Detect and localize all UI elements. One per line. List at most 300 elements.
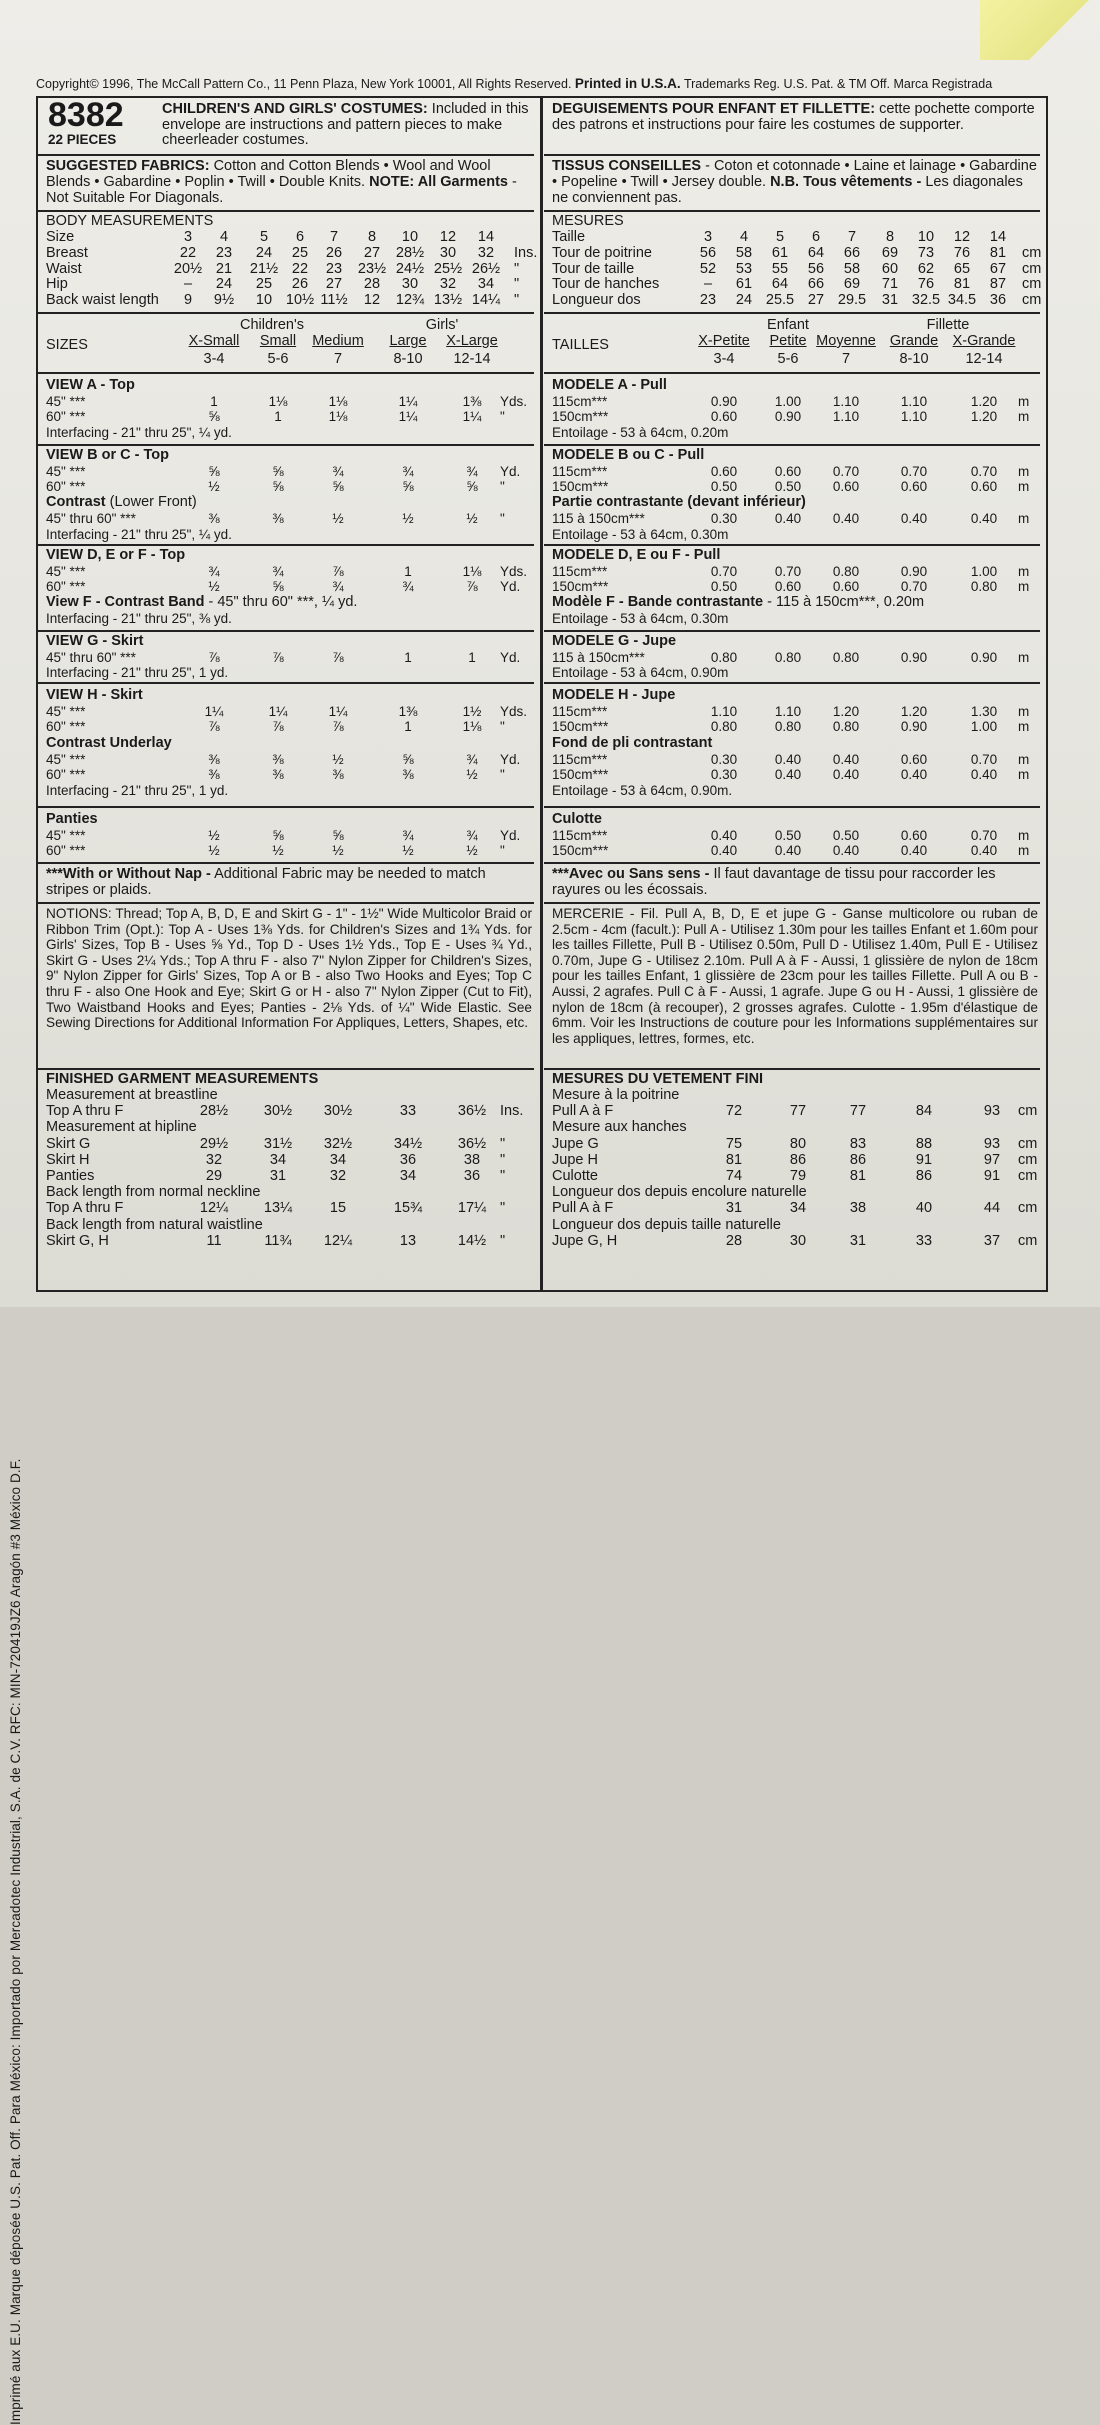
size-number: 5-6 bbox=[777, 351, 799, 367]
body-value: 32 bbox=[439, 276, 457, 293]
finished-value: 15 bbox=[329, 1200, 347, 1217]
view-h-int: Entoilage - 53 à 64cm, 0.90m. bbox=[552, 783, 733, 798]
body-value: 26 bbox=[325, 244, 343, 261]
body-value: 9 bbox=[183, 292, 193, 309]
size-name: Medium bbox=[312, 333, 364, 349]
sizes-label: TAILLES bbox=[552, 337, 609, 353]
yardage-value: 0.40 bbox=[710, 828, 738, 843]
section-divider bbox=[544, 372, 1040, 374]
yardage-value: 0.70 bbox=[970, 828, 998, 843]
contrast-lower bbox=[46, 495, 197, 511]
contrast-underlay: Fond de pli contrastant bbox=[552, 735, 713, 751]
unit-label: m bbox=[1018, 579, 1030, 594]
body-row-label: Tour de hanches bbox=[552, 276, 660, 293]
finished-value: 93 bbox=[983, 1103, 1001, 1120]
unit-label: cm bbox=[1018, 1135, 1038, 1152]
yardage-value: 0.90 bbox=[900, 650, 928, 665]
body-value: 23½ bbox=[357, 260, 387, 277]
yardage-value: 0.90 bbox=[970, 650, 998, 665]
size-number: 3-4 bbox=[203, 351, 225, 367]
finished-value: 11 bbox=[206, 1232, 222, 1249]
yardage-value: 0.40 bbox=[774, 511, 802, 526]
body-value: 14 bbox=[989, 229, 1007, 245]
contrast-underlay-rows-label: 150cm*** bbox=[552, 767, 609, 782]
yardage-value: 0.40 bbox=[832, 843, 860, 858]
finished-value: 77 bbox=[849, 1103, 867, 1120]
side-legal-text: Imprimé aux E.U. Marque déposée U.S. Pat. Off. Para México: Importado por Mercadotec Industrial, S.A. de C.V. RFC: MIN-720419JZ6 Aragón #3 México D.F. bbox=[8, 1458, 23, 2425]
yardage-value: 1.20 bbox=[900, 704, 928, 719]
finished-value: 17¼ bbox=[457, 1200, 487, 1217]
yardage-value: 0.80 bbox=[710, 650, 738, 665]
yardage-value: 1.30 bbox=[970, 704, 998, 719]
yardage-value: 0.90 bbox=[900, 719, 928, 734]
yardage-value: ⅞ bbox=[208, 650, 220, 665]
view-a-rows-label: 150cm*** bbox=[552, 409, 609, 424]
size-group-label: Fillette bbox=[926, 317, 970, 333]
view-g: VIEW G - Skirt bbox=[46, 633, 144, 649]
finished-value: 13 bbox=[399, 1232, 417, 1249]
unit-label: Yd. bbox=[500, 464, 521, 479]
band-label: View F - Contrast Band bbox=[46, 594, 205, 610]
finished-value: 93 bbox=[983, 1135, 1001, 1152]
finished-value: 31 bbox=[849, 1232, 867, 1249]
yardage-value: ½ bbox=[208, 479, 220, 494]
body-value: 10½ bbox=[285, 292, 315, 309]
view-def-int: Entoilage - 53 à 64cm, 0.30m bbox=[552, 611, 729, 626]
body-measurements-title: MESURES bbox=[552, 213, 624, 229]
yardage-value: 1.20 bbox=[970, 394, 998, 409]
finished-row-label: Longueur dos depuis encolure naturelle bbox=[552, 1184, 807, 1201]
body-value: 81 bbox=[953, 276, 971, 293]
unit-label: m bbox=[1018, 511, 1030, 526]
body-value: 6 bbox=[295, 229, 305, 245]
pattern-title bbox=[552, 102, 1038, 133]
yardage-value: 1 bbox=[404, 650, 412, 665]
body-value: 13½ bbox=[433, 292, 463, 309]
finished-value: 91 bbox=[915, 1151, 933, 1168]
band-text: - 115 à 150cm***, 0.20m bbox=[767, 594, 925, 610]
yardage-value: ½ bbox=[208, 579, 220, 594]
size-group-label: Children's bbox=[239, 317, 305, 333]
contrast-underlay-rows-label: 45" *** bbox=[46, 752, 86, 767]
notions-text: MERCERIE - Fil. Pull A, B, D, E et jupe G - Ganse multicolore ou ruban de 2.5cm - 4cm (facult.): Pull A - Utilisez 1.30m pour les tailles Enfant et 1.60m pour les tailles Fillette, Pull B - Utilisez 0.50m, Pull D - Utilisez 1.40m, Pull E - Utilisez 0.70m, Jupe G - Utilisez 2.10m. Pull A à F - Aussi, 1 glissière de nylon de 18cm pour les tailles Enfant, 1 glissière de 23cm pour les tailles Fillette. Pull A ou B - Aussi, 2 agrafes. Pull C à F - Aussi, 1 agrafe. Jupe G ou H - Aussi, 1 glissière de nylon de 18cm (à recouper), 2 grosses agrafes. Culotte - 1.95m d'élastique de 6mm. Voir les Instructions de couture pour les Informations supplémentaires sur les appliques, lettres, formes, etc. bbox=[552, 906, 1038, 1046]
yardage-value: 0.70 bbox=[970, 464, 998, 479]
section-divider bbox=[544, 544, 1040, 546]
body-row-label: Hip bbox=[46, 276, 68, 293]
unit-label: " bbox=[500, 767, 505, 782]
yardage-value: ½ bbox=[466, 511, 478, 526]
body-value: 81 bbox=[989, 244, 1007, 261]
body-value: 25 bbox=[255, 276, 273, 293]
finished-value: 72 bbox=[725, 1103, 743, 1120]
finished-row-label: Pull A à F bbox=[552, 1200, 614, 1217]
yardage-value: 0.60 bbox=[832, 579, 860, 594]
unit-label: m bbox=[1018, 752, 1030, 767]
finished-value: 34 bbox=[329, 1151, 347, 1168]
body-value: 61 bbox=[771, 244, 789, 261]
yardage-value: ⅜ bbox=[332, 767, 344, 782]
fabrics-label: TISSUS CONSEILLES bbox=[552, 158, 702, 174]
body-value: 73 bbox=[917, 244, 935, 261]
body-value: 28 bbox=[363, 276, 381, 293]
unit-label: cm bbox=[1018, 1168, 1038, 1184]
view-a-rows-label: 45" *** bbox=[46, 394, 86, 409]
pattern-title bbox=[162, 102, 530, 149]
yardage-value: ¾ bbox=[332, 579, 344, 594]
body-row-label: Waist bbox=[46, 260, 82, 277]
finished-row-label: Jupe G, H bbox=[552, 1232, 618, 1249]
body-value: 4 bbox=[739, 229, 749, 245]
yardage-value: 0.80 bbox=[774, 650, 802, 665]
view-bc-rows-label: 150cm*** bbox=[552, 479, 609, 494]
contrast-lower-rows-label: 115 à 150cm*** bbox=[552, 511, 645, 526]
yardage-value: 1⅜ bbox=[398, 704, 418, 719]
suggested-fabrics bbox=[46, 158, 532, 206]
finished-value: 86 bbox=[789, 1151, 807, 1168]
finished-row-label: Measurement at breastline bbox=[46, 1087, 218, 1103]
view-a-int: Interfacing - 21" thru 25", ¼ yd. bbox=[46, 425, 232, 440]
view-bc-int: Interfacing - 21" thru 25", ¼ yd. bbox=[46, 527, 232, 542]
body-value: 23 bbox=[215, 244, 233, 261]
yardage-value: 0.40 bbox=[900, 843, 928, 858]
unit-label: cm bbox=[1018, 1232, 1038, 1249]
body-value: 62 bbox=[917, 260, 935, 277]
finished-value: 36½ bbox=[457, 1135, 487, 1152]
yardage-value: 1¼ bbox=[268, 704, 288, 719]
unit-label: Yds. bbox=[500, 394, 528, 409]
body-value: 24 bbox=[255, 244, 273, 261]
size-number: 3-4 bbox=[713, 351, 735, 367]
size-name: Moyenne bbox=[816, 333, 876, 349]
yardage-value: 0.60 bbox=[774, 579, 802, 594]
yardage-value: 1⅜ bbox=[462, 394, 482, 409]
body-value: 24 bbox=[735, 292, 753, 309]
yardage-value: ⅜ bbox=[272, 511, 284, 526]
contrast-underlay-rows-label: 60" *** bbox=[46, 767, 86, 782]
body-value: 65 bbox=[953, 260, 971, 277]
yardage-value: 0.80 bbox=[970, 579, 998, 594]
finished-value: 13¼ bbox=[263, 1200, 293, 1217]
finished-row-label: Mesure à la poitrine bbox=[552, 1087, 680, 1103]
size-name: Small bbox=[259, 333, 297, 349]
unit-label: Ins. bbox=[514, 244, 538, 261]
view-bc-int: Entoilage - 53 à 64cm, 0.30m bbox=[552, 527, 729, 542]
unit-label: m bbox=[1018, 828, 1030, 843]
yardage-value: ¾ bbox=[466, 464, 478, 479]
finished-title: FINISHED GARMENT MEASUREMENTS bbox=[46, 1071, 319, 1087]
body-value: 7 bbox=[329, 229, 339, 245]
yardage-value: 0.80 bbox=[832, 719, 860, 734]
yardage-value: ⅝ bbox=[332, 828, 344, 843]
finished-value: 44 bbox=[983, 1200, 1001, 1217]
unit-label: m bbox=[1018, 409, 1030, 424]
unit-label: m bbox=[1018, 719, 1030, 734]
unit-label: cm bbox=[1022, 244, 1042, 261]
title-bold: CHILDREN'S AND GIRLS' COSTUMES: bbox=[162, 101, 428, 117]
section-divider bbox=[38, 444, 534, 446]
title-text: Included in this envelope are instructions and pattern pieces to make cheerleader costumes. bbox=[162, 101, 529, 148]
finished-row-label: Back length from normal neckline bbox=[46, 1184, 261, 1201]
finished-value: 31 bbox=[269, 1168, 287, 1184]
note-label: NOTE: All Garments bbox=[369, 174, 508, 190]
size-number: 7 bbox=[333, 351, 343, 367]
size-name: Petite bbox=[769, 333, 807, 349]
unit-label: cm bbox=[1018, 1151, 1038, 1168]
note-text: Les diagonales ne conviennent pas. bbox=[552, 174, 1023, 206]
yardage-value: 1¼ bbox=[398, 394, 418, 409]
yardage-value: 0.30 bbox=[710, 767, 738, 782]
body-value: 64 bbox=[771, 276, 789, 293]
yardage-value: 0.60 bbox=[832, 479, 860, 494]
yardage-value: ⅜ bbox=[208, 511, 220, 526]
yardage-value: 1¼ bbox=[462, 409, 482, 424]
yardage-value: 1.00 bbox=[970, 719, 998, 734]
title-text: cette pochette comporte des patrons et instructions pour faire les costumes de supporter. bbox=[552, 101, 1035, 133]
nap-text: Additional Fabric may be needed to match stripes or plaids. bbox=[46, 866, 486, 898]
yardage-value: 1.10 bbox=[900, 409, 928, 424]
fabrics-text: - Coton et cotonnade • Laine et lainage • Gabardine • Popeline • Twill • Jersey double. bbox=[552, 158, 1037, 190]
finished-row-label: Skirt H bbox=[46, 1151, 90, 1168]
finished-value: 30½ bbox=[263, 1103, 293, 1120]
yardage-value: 1 bbox=[274, 409, 282, 424]
yardage-value: 1.10 bbox=[900, 394, 928, 409]
yardage-value: 0.40 bbox=[970, 843, 998, 858]
body-value: 21 bbox=[215, 260, 233, 277]
body-value: 12 bbox=[363, 292, 381, 309]
finished-value: 81 bbox=[849, 1168, 867, 1184]
finished-value: 86 bbox=[915, 1168, 933, 1184]
yardage-value: ¾ bbox=[272, 564, 284, 579]
yardage-value: 0.60 bbox=[710, 464, 738, 479]
body-value: 67 bbox=[989, 260, 1007, 277]
yardage-value: ⅝ bbox=[272, 479, 284, 494]
body-value: 56 bbox=[699, 244, 717, 261]
body-value: 24½ bbox=[395, 260, 425, 277]
yardage-value: 0.80 bbox=[832, 564, 860, 579]
view-bc: VIEW B or C - Top bbox=[46, 447, 169, 463]
body-value: 25 bbox=[291, 244, 309, 261]
yardage-value: 1 bbox=[404, 564, 412, 579]
yardage-value: 1⅛ bbox=[328, 409, 348, 424]
unit-label: cm bbox=[1018, 1103, 1038, 1120]
body-value: 25.5 bbox=[765, 292, 795, 309]
finished-value: 29 bbox=[205, 1168, 223, 1184]
yardage-value: ½ bbox=[466, 843, 478, 858]
yardage-value: ¾ bbox=[208, 564, 220, 579]
body-value: 22 bbox=[179, 244, 197, 261]
yardage-value: 1.10 bbox=[832, 394, 860, 409]
yardage-value: ½ bbox=[402, 843, 414, 858]
contrast-label: Contrast bbox=[46, 494, 106, 510]
info-frame bbox=[36, 96, 1048, 1292]
yardage-value: ⅝ bbox=[272, 579, 284, 594]
view-def-rows-label: 60" *** bbox=[46, 579, 86, 594]
unit-label: m bbox=[1018, 650, 1030, 665]
note-text: - Not Suitable For Diagonals. bbox=[46, 174, 517, 206]
body-value: 32.5 bbox=[911, 292, 941, 309]
body-value: 22 bbox=[291, 260, 309, 277]
section-divider bbox=[38, 210, 534, 212]
finished-value: 74 bbox=[725, 1168, 743, 1184]
finished-row-label: Top A thru F bbox=[46, 1200, 124, 1217]
yardage-value: ½ bbox=[272, 843, 284, 858]
yardage-value: ¾ bbox=[466, 752, 478, 767]
yardage-value: ½ bbox=[332, 752, 344, 767]
nap-note bbox=[552, 866, 1036, 898]
pieces-count: 22 PIECES bbox=[48, 132, 117, 147]
view-bc-rows-label: 115cm*** bbox=[552, 464, 608, 479]
body-value: 6 bbox=[811, 229, 821, 245]
unit-label: cm bbox=[1022, 260, 1042, 277]
unit-label: " bbox=[514, 276, 520, 293]
body-value: 14 bbox=[477, 229, 495, 245]
panties-rows-label: 115cm*** bbox=[552, 828, 608, 843]
unit-label: " bbox=[500, 479, 505, 494]
view-f-band bbox=[552, 595, 924, 611]
yardage-value: ¾ bbox=[402, 579, 414, 594]
yardage-value: 0.40 bbox=[832, 511, 860, 526]
yardage-value: ⅞ bbox=[332, 650, 344, 665]
view-def-int: Interfacing - 21" thru 25", ⅜ yd. bbox=[46, 611, 232, 626]
fabrics-label: SUGGESTED FABRICS: bbox=[46, 158, 210, 174]
size-name: X-Small bbox=[188, 333, 240, 349]
finished-value: 11¾ bbox=[264, 1232, 292, 1249]
section-divider bbox=[38, 902, 534, 904]
yardage-value: 0.40 bbox=[900, 767, 928, 782]
body-value: 76 bbox=[953, 244, 971, 261]
yardage-value: ⅝ bbox=[402, 479, 414, 494]
size-name: Grande bbox=[889, 333, 939, 349]
section-divider bbox=[38, 682, 534, 684]
finished-value: 28 bbox=[725, 1232, 743, 1249]
view-h: VIEW H - Skirt bbox=[46, 687, 143, 703]
finished-value: 36 bbox=[399, 1151, 417, 1168]
body-value: 58 bbox=[843, 260, 861, 277]
panties-rows-label: 60" *** bbox=[46, 843, 86, 858]
section-divider bbox=[544, 444, 1040, 446]
yardage-value: 0.60 bbox=[970, 479, 998, 494]
finished-value: 12¼ bbox=[323, 1232, 353, 1249]
view-g: MODELE G - Jupe bbox=[552, 633, 677, 649]
body-value: 66 bbox=[807, 276, 825, 293]
body-value: 60 bbox=[881, 260, 899, 277]
unit-label: " bbox=[514, 292, 520, 309]
finished-row-label: Pull A à F bbox=[552, 1103, 614, 1120]
unit-label: Yd. bbox=[500, 752, 521, 767]
view-g-int: Entoilage - 53 à 64cm, 0.90m bbox=[552, 665, 729, 680]
body-value: 27 bbox=[325, 276, 343, 293]
contrast-lower: Partie contrastante (devant inférieur) bbox=[552, 494, 806, 510]
view-a-int: Entoilage - 53 à 64cm, 0.20m bbox=[552, 425, 729, 440]
body-row-label: Taille bbox=[552, 229, 586, 245]
body-value: 12 bbox=[439, 229, 457, 245]
unit-label: " bbox=[500, 409, 505, 424]
yardage-value: 0.50 bbox=[832, 828, 860, 843]
yardage-value: 1.10 bbox=[832, 409, 860, 424]
finished-row-label: Panties bbox=[46, 1168, 95, 1184]
yardage-value: 0.40 bbox=[774, 767, 802, 782]
size-number: 8-10 bbox=[899, 351, 929, 367]
body-value: 30 bbox=[401, 276, 419, 293]
yardage-value: 1.00 bbox=[774, 394, 802, 409]
yardage-value: 1.10 bbox=[774, 704, 802, 719]
finished-value: 79 bbox=[789, 1168, 807, 1184]
unit-label: Yds. bbox=[500, 564, 528, 579]
body-value: – bbox=[703, 276, 713, 293]
section-divider bbox=[38, 154, 534, 156]
yardage-value: ⅞ bbox=[208, 719, 220, 734]
paper-corner bbox=[980, 0, 1100, 60]
yardage-value: 0.80 bbox=[832, 650, 860, 665]
view-a-rows-label: 115cm*** bbox=[552, 394, 608, 409]
yardage-value: ⅝ bbox=[272, 464, 284, 479]
yardage-value: 0.40 bbox=[774, 752, 802, 767]
yardage-value: 0.50 bbox=[774, 828, 802, 843]
yardage-value: ⅞ bbox=[466, 579, 478, 594]
unit-label: m bbox=[1018, 843, 1030, 858]
view-h-rows-label: 150cm*** bbox=[552, 719, 609, 734]
body-value: 8 bbox=[885, 229, 895, 245]
contrast-underlay: Contrast Underlay bbox=[46, 735, 172, 751]
finished-value: 38 bbox=[463, 1151, 481, 1168]
finished-value: 88 bbox=[915, 1135, 933, 1152]
yardage-value: ⅜ bbox=[272, 752, 284, 767]
yardage-value: ½ bbox=[332, 843, 344, 858]
yardage-value: 1 bbox=[210, 394, 218, 409]
nap-text: Il faut davantage de tissu pour raccorder les rayures ou les écossais. bbox=[552, 866, 996, 898]
body-value: 23 bbox=[325, 260, 343, 277]
size-number: 8-10 bbox=[393, 351, 423, 367]
unit-label: cm bbox=[1022, 292, 1042, 309]
body-value: 10 bbox=[255, 292, 273, 309]
body-value: 76 bbox=[917, 276, 935, 293]
copyright-line: Copyright© 1996, The McCall Pattern Co., 11 Penn Plaza, New York 10001, All Rights Reserved. Printed in U.S.A. Trademarks Reg. U.S. Pat. & TM Off. Marca Registrada bbox=[36, 76, 993, 91]
section-divider bbox=[544, 862, 1040, 864]
body-value: 69 bbox=[881, 244, 899, 261]
body-value: – bbox=[183, 276, 193, 293]
body-value: 4 bbox=[219, 229, 229, 245]
finished-value: 15¾ bbox=[393, 1200, 423, 1217]
yardage-value: 0.80 bbox=[710, 719, 738, 734]
unit-label: cm bbox=[1022, 276, 1042, 293]
finished-value: 86 bbox=[849, 1151, 867, 1168]
body-value: 58 bbox=[735, 244, 753, 261]
yardage-value: 0.30 bbox=[710, 511, 738, 526]
body-row-label: Longueur dos bbox=[552, 292, 641, 309]
section-divider bbox=[38, 372, 534, 374]
view-h-rows-label: 45" *** bbox=[46, 704, 86, 719]
yardage-value: 0.70 bbox=[970, 752, 998, 767]
body-value: 9½ bbox=[213, 292, 235, 309]
body-value: 24 bbox=[215, 276, 233, 293]
finished-value: 80 bbox=[789, 1135, 807, 1152]
yardage-value: ¾ bbox=[332, 464, 344, 479]
view-h: MODELE H - Jupe bbox=[552, 687, 676, 703]
section-divider bbox=[544, 630, 1040, 632]
unit-label: Yd. bbox=[500, 579, 521, 594]
section-divider bbox=[38, 862, 534, 864]
panties-rows-label: 150cm*** bbox=[552, 843, 609, 858]
body-value: 30 bbox=[439, 244, 457, 261]
yardage-value: ½ bbox=[208, 843, 220, 858]
finished-value: 14½ bbox=[457, 1232, 487, 1249]
body-value: 3 bbox=[703, 229, 713, 245]
panties: Culotte bbox=[552, 811, 602, 827]
body-value: 26 bbox=[291, 276, 309, 293]
panties-rows-label: 45" *** bbox=[46, 828, 86, 843]
finished-value: 84 bbox=[915, 1103, 933, 1120]
yardage-value: 1 bbox=[468, 650, 476, 665]
